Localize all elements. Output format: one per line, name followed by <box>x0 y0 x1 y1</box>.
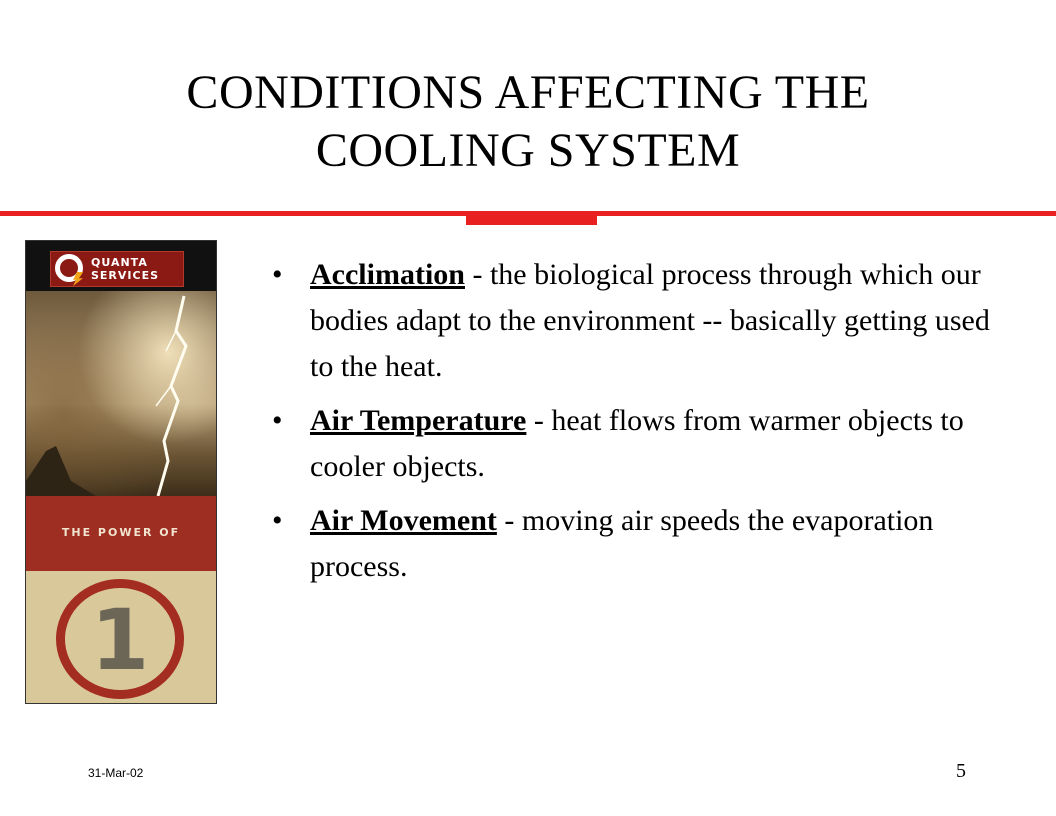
logo-wordmark <box>91 256 159 282</box>
slide-title-line-2: COOLING SYSTEM <box>315 124 741 177</box>
logo-line-1: QUANTA <box>91 256 148 269</box>
bullet-marker: • <box>272 504 283 537</box>
bullet-marker: • <box>272 258 283 291</box>
title-divider-tab <box>466 211 597 225</box>
power-of-band <box>26 496 216 571</box>
page-number: 5 <box>956 760 966 782</box>
slide-title-line-1: CONDITIONS AFFECTING THE <box>186 66 870 119</box>
footer-date: 31-Mar-02 <box>88 766 144 780</box>
number-one-emblem <box>56 579 184 699</box>
bullet-term: Air Temperature <box>310 404 527 437</box>
quanta-banner-image <box>25 240 217 704</box>
bullet-air-temperature <box>272 398 1002 490</box>
bullet-term: Air Movement <box>310 504 497 537</box>
storm-sky-photo <box>26 291 216 496</box>
bullet-text: - heat flows from warmer objects to cooler objects. <box>310 404 964 483</box>
bullet-air-movement <box>272 498 1002 590</box>
bullet-list <box>272 252 1002 598</box>
bullet-text: - the biological process through which our bodies adapt to the environment -- basically getting used to the heat. <box>310 258 990 383</box>
slide-title <box>0 64 1056 180</box>
bullet-text: - moving air speeds the evaporation process. <box>310 504 934 583</box>
bullet-term: Acclimation <box>310 258 465 291</box>
quanta-logo <box>50 251 184 287</box>
number-one: 1 <box>90 591 150 689</box>
bullet-acclimation <box>272 252 1002 390</box>
number-one-panel <box>26 571 216 704</box>
bullet-marker: • <box>272 404 283 437</box>
power-of-tagline: THE POWER OF <box>61 526 181 539</box>
banner-logo-strip <box>26 241 216 291</box>
logo-line-2: SERVICES <box>91 269 160 282</box>
